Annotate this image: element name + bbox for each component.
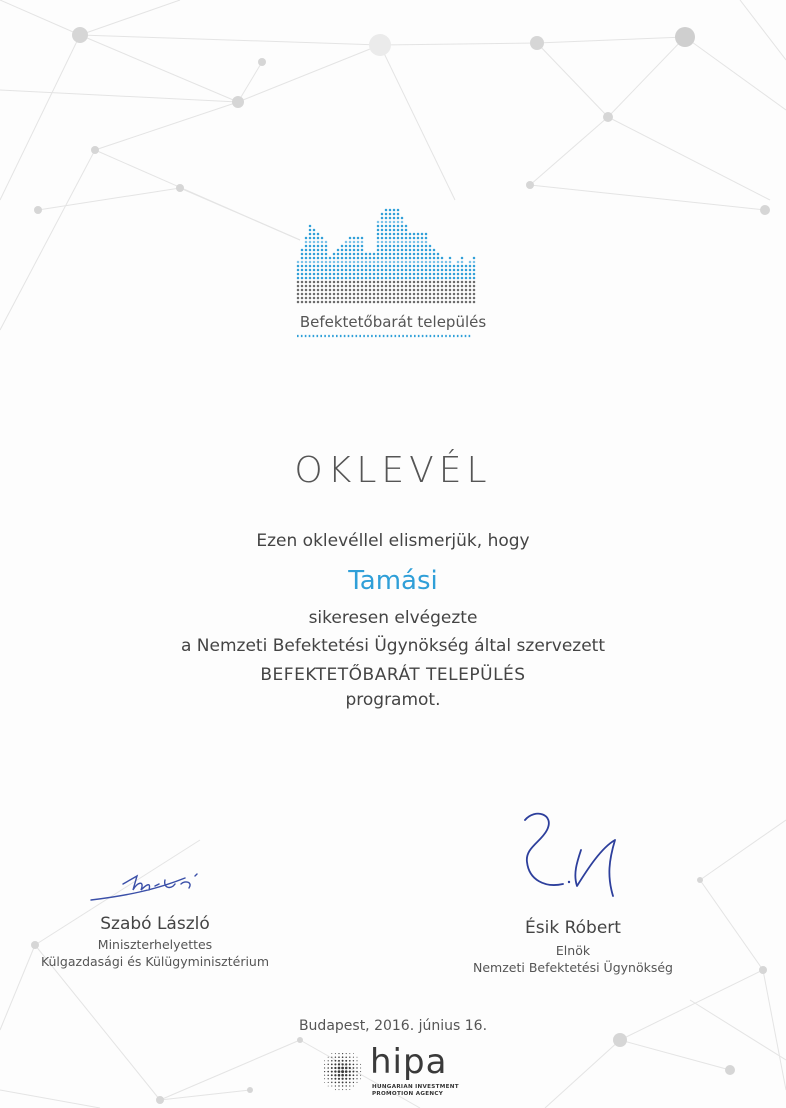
signatory-left-name: Szabó László <box>100 914 210 934</box>
signatory-right-name: Ésik Róbert <box>525 918 621 938</box>
hipa-subtitle <box>372 1084 459 1097</box>
signatory-left-org: Külgazdasági és Külügyminisztérium <box>40 954 270 969</box>
signature-left-image <box>85 860 225 910</box>
intro-text: Ezen oklevéllel elismerjük, hogy <box>256 531 530 551</box>
hipa-subtitle-line2: PROMOTION AGENCY <box>372 1090 444 1097</box>
organizer-line: a Nemzeti Befektetési Ügynökség által szervezett <box>180 636 605 656</box>
hipa-wordmark: hipa <box>370 1042 448 1082</box>
skyline-logo-icon <box>290 208 480 310</box>
hipa-globe-icon <box>318 1047 366 1095</box>
certificate-title: OKLEVÉL <box>294 450 492 491</box>
programot-line: programot. <box>345 690 441 710</box>
place-date: Budapest, 2016. június 16. <box>298 1018 488 1034</box>
hipa-subtitle-line1: HUNGARIAN INVESTMENT <box>372 1084 459 1090</box>
signatory-right-role: Elnök <box>555 943 591 958</box>
program-name: BEFEKTETŐBARÁT TELEPÜLÉS <box>260 665 526 685</box>
signatory-left <box>25 914 285 970</box>
completion-line: sikeresen elvégezte <box>308 608 478 628</box>
signatory-right-org: Nemzeti Befektetési Ügynökség <box>473 960 673 975</box>
logo-caption: Befektetőbarát település <box>299 313 487 331</box>
signatory-left-role: Miniszterhelyettes <box>97 937 213 952</box>
signature-right-image <box>505 800 635 900</box>
signatory-right <box>448 918 698 976</box>
recipient-name: Tamási <box>348 566 438 596</box>
logo-dotted-rule <box>296 334 472 338</box>
